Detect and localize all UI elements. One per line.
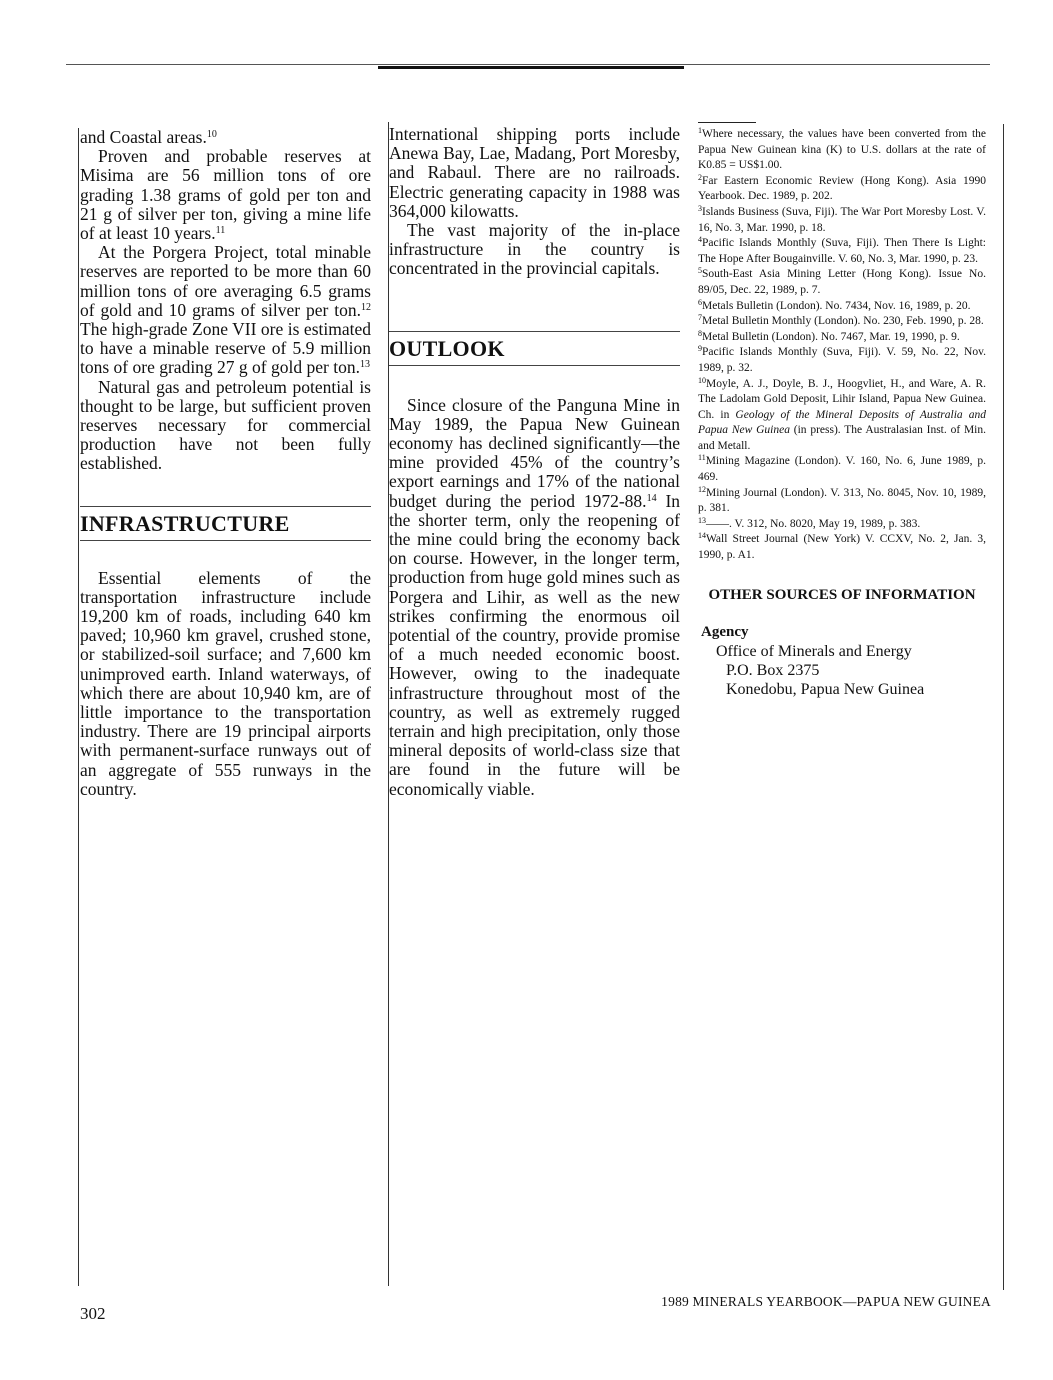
footnote bbox=[698, 517, 986, 533]
agency-label: Agency bbox=[701, 623, 749, 640]
footnote-text: Wall Street Journal (New York) V. CCXV, No. 2, Jan. 3, 1990, p. A1. bbox=[698, 533, 986, 562]
paragraph: At the Porgera Project, total minable reserves are reported to be more than 60 million tons of ore averaging 6.5 grams of gold and 10 grams of silver per ton.$^{12}$ The high-grade Zone VII ore is estimated to have a minable reserve of 5.9 million tons of ore grading 27 g of gold per ton.$^{13}$ bbox=[80, 242, 371, 378]
footnote-number: 5 bbox=[698, 266, 702, 276]
footnote bbox=[698, 377, 986, 455]
footnote bbox=[698, 486, 986, 517]
column-3 bbox=[698, 122, 986, 699]
footnote-text: Moyle, A. J., Doyle, B. J., Hoogvliet, H., and Ware, A. R. The Ladolam Gold Deposit, Lihir Island, Papua New Guinea. Ch. in Geology of the Mineral Deposits of Australia and Papua New Guinea (in press). The Australasian Inst. of Min. and Metall. bbox=[698, 377, 986, 452]
footnote bbox=[698, 454, 986, 485]
footnote-text: Metals Bulletin (London). No. 7434, Nov. 16, 1989, p. 20. bbox=[702, 299, 971, 312]
footnote-rule bbox=[698, 122, 756, 123]
footnote-text: Mining Journal (London). V. 313, No. 8045, Nov. 10, 1989, p. 381. bbox=[698, 486, 986, 515]
footnote-number: 11 bbox=[698, 453, 706, 463]
paragraph: Natural gas and petroleum potential is thought to be large, but sufficient proven reserves necessary for commercial production have not been fully established. bbox=[80, 376, 371, 474]
footnote bbox=[698, 267, 986, 298]
column-divider-left bbox=[78, 128, 79, 1286]
footnote-number: 10 bbox=[698, 375, 706, 385]
footnote-list bbox=[698, 127, 986, 564]
footnote bbox=[698, 314, 986, 330]
column-divider-right bbox=[1003, 124, 1004, 1290]
outlook-section-header bbox=[389, 331, 680, 366]
footnote bbox=[698, 205, 986, 236]
footnote bbox=[698, 330, 986, 346]
paragraph: The vast majority of the in-place infrastructure in the country is concentrated in the provincial capitals. bbox=[389, 220, 680, 279]
footnote-text: South-East Asia Mining Letter (Hong Kong). Issue No. 89/05, Dec. 22, 1989, p. 7. bbox=[698, 268, 986, 296]
footnote bbox=[698, 236, 986, 267]
footnote-number: 3 bbox=[698, 203, 702, 213]
footnote-number: 2 bbox=[698, 172, 702, 182]
agency-location: Konedobu, Papua New Guinea bbox=[726, 680, 925, 698]
footnote-text: Pacific Islands Monthly (Suva, Fiji). V. 59, No. 22, Nov. 1989, p. 32. bbox=[698, 346, 986, 374]
footnote-text: Metal Bulletin (London). No. 7467, Mar. 19, 1990, p. 9. bbox=[702, 330, 960, 343]
agency-po-box: P.O. Box 2375 bbox=[726, 661, 820, 679]
footnote-text: Metal Bulletin Monthly (London). No. 230, Feb. 1990, p. 28. bbox=[702, 315, 984, 328]
footnote-number: 7 bbox=[698, 313, 702, 323]
footnote-number: 4 bbox=[698, 235, 702, 245]
paragraph: International shipping ports include Anewa Bay, Lae, Madang, Port Moresby, and Rabaul. There are no railroads. Electric generating capacity in 1988 was 364,000 kilowatts. bbox=[389, 124, 680, 221]
header-rule bbox=[66, 64, 990, 65]
footnote bbox=[698, 532, 986, 563]
infrastructure-section-header bbox=[80, 506, 371, 541]
section-heading: INFRASTRUCTURE bbox=[80, 510, 290, 536]
footnote-number: 9 bbox=[698, 344, 702, 354]
footnote bbox=[698, 127, 986, 174]
section-heading: OUTLOOK bbox=[389, 335, 505, 361]
paragraph: Since closure of the Panguna Mine in May 1989, the Papua New Guinean economy has declined significantly—the mine provided 45% of the country’s export earnings and 17% of the national budget during the period 1972-88.14 In the shorter term, only the reopening of the mine could bring the economy back on course. However, in the longer term, production from huge gold mines such as Porgera and Lihir, as well as the new strikes confirming the enormous oil potential of the country, provide promise of a much needed economic boost. However, owing to the inadequate infrastructure throughout most of the country, as well as extremely rugged terrain and high precipitation, only those mineral deposits of world-class size that are found in the future will be economically viable. bbox=[389, 394, 681, 799]
other-sources-heading: OTHER SOURCES OF INFORMATION bbox=[708, 586, 976, 603]
footnote bbox=[698, 174, 986, 205]
agency-name: Office of Minerals and Energy bbox=[716, 642, 912, 660]
footnote-text: ——. V. 312, No. 8020, May 19, 1989, p. 383. bbox=[706, 517, 921, 530]
paragraph: Proven and probable reserves at Misima are 56 million tons of ore grading 1.38 grams of gold per ton and 21 g of silver per ton, giving a mine life of at least 10 years.$^{11}$ bbox=[80, 146, 371, 244]
footnote-number: 14 bbox=[698, 531, 706, 541]
footnote-number: 1 bbox=[698, 126, 702, 135]
footnote bbox=[698, 345, 986, 376]
page-number: 302 bbox=[80, 1304, 106, 1323]
footnote-text: Far Eastern Economic Review (Hong Kong). Asia 1990 Yearbook. Dec. 1989, p. 202. bbox=[698, 174, 986, 203]
column-1 bbox=[80, 128, 371, 799]
footnote bbox=[698, 299, 986, 315]
paragraph: Essential elements of the transportation infrastructure include 19,200 km of roads, including 640 km paved; 10,960 km gravel, crushed stone, or stabilized-soil surface; and 7,600 km unimproved earth. Inland waterways, of which there are about 10,940 km, are of little importance to the transportation industry. There are 19 principal airports with permanent-surface runways out of an aggregate of 555 runways in the country. bbox=[80, 567, 371, 799]
paragraph: and Coastal areas.$^{10}$ bbox=[80, 127, 217, 147]
running-footer: 1989 MINERALS YEARBOOK—PAPUA NEW GUINEA bbox=[661, 1294, 991, 1309]
footnote-text: Mining Magazine (London). V. 160, No. 6, June 1989, p. 469. bbox=[698, 455, 986, 484]
footnote-number: 12 bbox=[698, 484, 706, 494]
header-rule-thick bbox=[378, 66, 684, 69]
footnote-text: Where necessary, the values have been converted from the Papua New Guinean kina (K) to U.S. dollars at the rate of K0.85 = US$1.00. bbox=[698, 128, 986, 172]
column-2 bbox=[389, 125, 680, 799]
footnote-text: Pacific Islands Monthly (Suva, Fiji). Then There Is Light: The Hope After Bougainville. V. 60, No. 3, Mar. 1990, p. 23. bbox=[698, 237, 986, 265]
footnote-number: 8 bbox=[698, 328, 702, 338]
footnote-number: 13 bbox=[698, 515, 706, 525]
footnote-text: Islands Business (Suva, Fiji). The War Port Moresby Lost. V. 16, No. 3, Mar. 1990, p. 18. bbox=[698, 205, 986, 234]
footnote-number: 6 bbox=[698, 297, 702, 307]
